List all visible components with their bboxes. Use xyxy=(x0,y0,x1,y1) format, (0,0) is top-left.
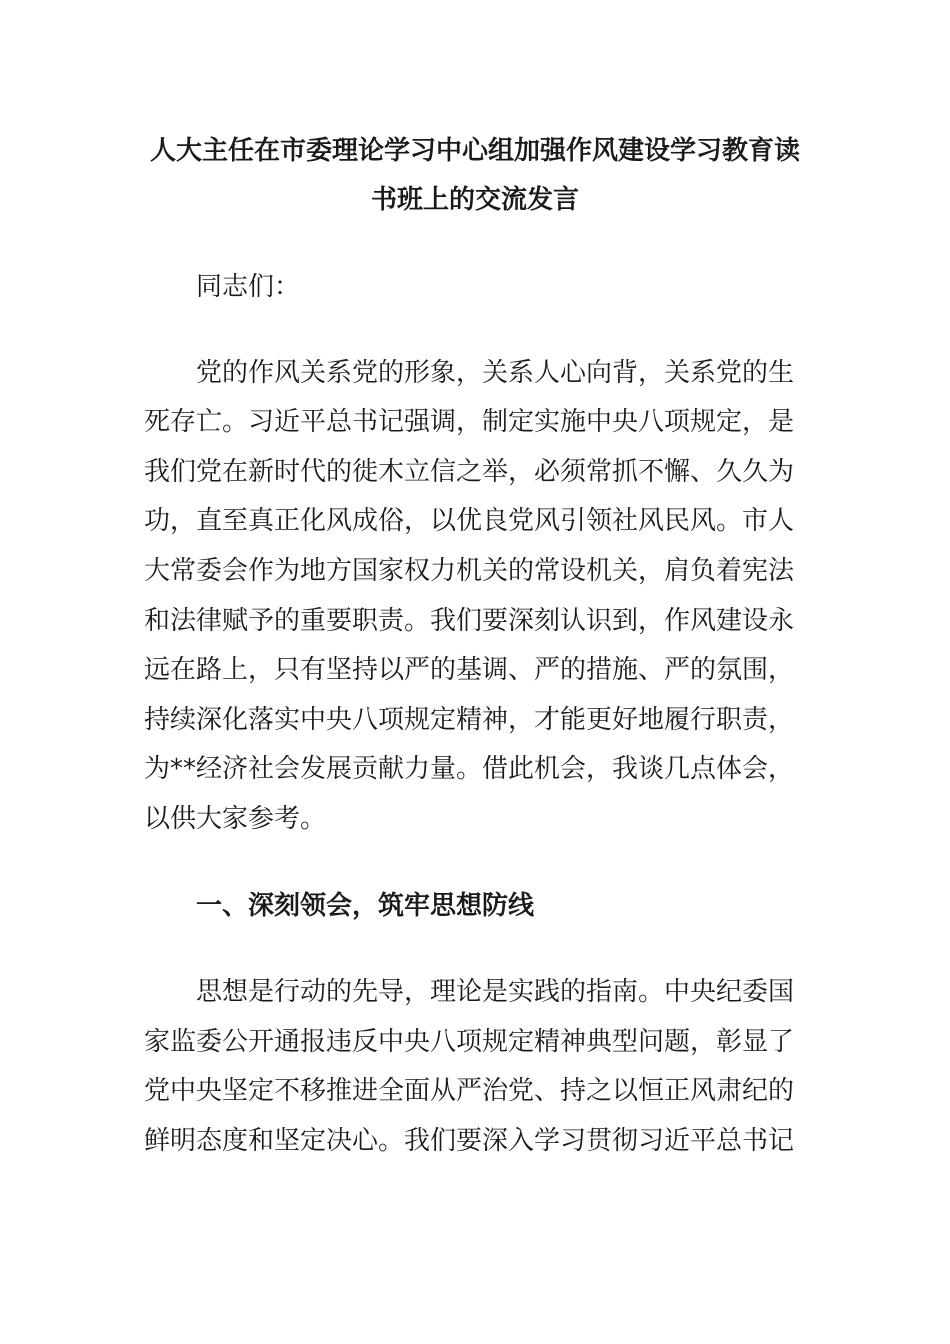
paragraph-1-line: 党的作风关系党的形象，关系人心向背，关系党的生 xyxy=(196,358,795,388)
salutation: 同志们： xyxy=(196,272,301,302)
paragraph-1-line: 持续深化落实中央八项规定精神，才能更好地履行职责， xyxy=(144,705,795,735)
document-title-line-1: 人大主任在市委理论学习中心组加强作风建设学习教育读 xyxy=(149,136,800,166)
paragraph-1-line: 为**经济社会发展贡献力量。借此机会，我谈几点体会， xyxy=(144,754,795,784)
paragraph-1-line: 大常委会作为地方国家权力机关的常设机关，肩负着宪法 xyxy=(144,556,795,586)
paragraph-2-line: 鲜明态度和坚定决心。我们要深入学习贯彻习近平总书记 xyxy=(144,1126,795,1156)
paragraph-2-line: 党中央坚定不移推进全面从严治党、持之以恒正风肃纪的 xyxy=(144,1076,795,1106)
document-title-line-2: 书班上的交流发言 xyxy=(370,185,579,215)
paragraph-1-line: 以供大家参考。 xyxy=(144,804,327,834)
paragraph-2-line: 思想是行动的先导，理论是实践的指南。中央纪委国 xyxy=(196,977,795,1007)
paragraph-2-line: 家监委公开通报违反中央八项规定精神典型问题，彰显了 xyxy=(144,1027,795,1057)
paragraph-1-line: 死存亡。习近平总书记强调，制定实施中央八项规定，是 xyxy=(144,407,795,437)
paragraph-1-line: 功，直至真正化风成俗，以优良党风引领社风民风。市人 xyxy=(144,506,795,536)
section-1-heading: 一、深刻领会，筑牢思想防线 xyxy=(196,891,535,921)
paragraph-1-line: 和法律赋予的重要职责。我们要深刻认识到，作风建设永 xyxy=(144,606,795,636)
paragraph-1-line: 远在路上，只有坚持以严的基调、严的措施、严的氛围， xyxy=(144,655,795,685)
paragraph-1-line: 我们党在新时代的徙木立信之举，必须常抓不懈、久久为 xyxy=(144,457,795,487)
